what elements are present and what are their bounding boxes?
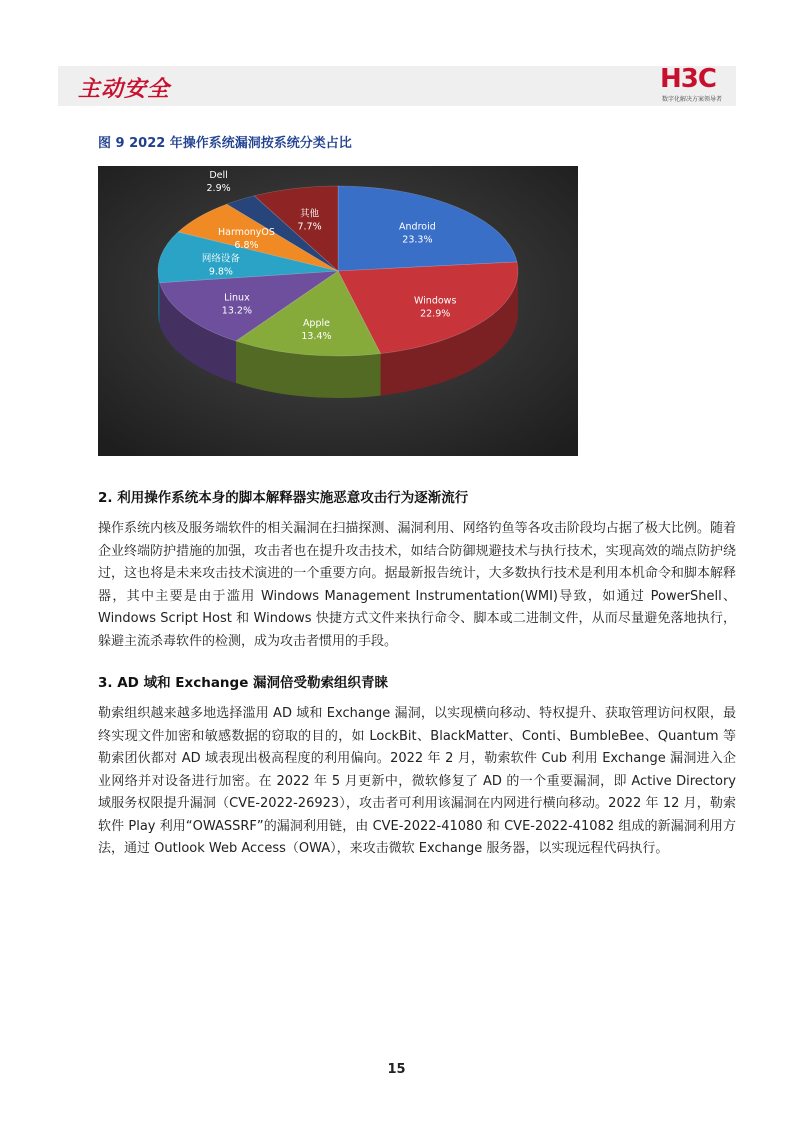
paragraph-text: 勒索组织越来越多地选择滥用 AD 域和 Exchange 漏洞，以实现横向移动、特权提升、获取管理访问权限，最终实现文件加密和敏感数据的窃取的目的，如 LockBit、BlackMatter、Conti、BumbleBee、Quantum 等勒索团伙都对 AD 域表现出极高程度的利用偏向。2022 年 2 月，勒索软件 Cub 利用 Exchange 漏洞进入企业网络并对设备进行加密。在 2022 年 5 月更新中，微软修复了 AD 的一个重要漏洞，即 Active Directory 域服务权限提升漏洞（CVE-2022-26923），攻击者可利用该漏洞在内网进行横向移动。2022 年 12 月，勒索软件 Play 利用“OWASSRF”的漏洞利用链，由 CVE-2022-41080 和 CVE-2022-41082 组成的新漏洞利用方法，通过 Outlook Web Access（OWA），来攻击微软 Exchange 服务器，以实现远程代码执行。 <box>98 706 736 856</box>
figure-caption: 图 9 2022 年操作系统漏洞按系统分类占比 <box>98 136 352 151</box>
logo-mark: H3C <box>660 64 716 94</box>
slice-label-value: 22.9% <box>420 308 451 320</box>
h3c-logo <box>660 66 740 106</box>
slice-label-category: Dell <box>209 169 228 181</box>
slice-label-value: 6.8% <box>234 240 259 252</box>
slice-label-category: Android <box>399 221 436 233</box>
pie-chart-svg <box>98 166 578 456</box>
slice-label-value: 2.9% <box>206 182 231 194</box>
slice-label-category: Windows <box>413 295 457 307</box>
slice-label-value: 7.7% <box>297 221 322 233</box>
paragraph-text: 操作系统内核及服务端软件的相关漏洞在扫描探测、漏洞利用、网络钓鱼等各攻击阶段均占据了极大比例。随着企业终端防护措施的加强，攻击者也在提升攻击技术，如结合防御规避技术与执行技术，实现高效的端点防护绕过，这也将是未来攻击技术演进的一个重要方向。据最新报告统计，大多数执行技术是利用本机命令和脚本解释器，其中主要是由于滥用 Windows Management Instrumentation(WMI)导致，如通过 PowerShell、Windows Script Host 和 Windows 快捷方式文件来执行命令、脚本或二进制文件，从而尽量避免落地执行，躲避主流杀毒软件的检测，成为攻击者惯用的手段。 <box>98 521 736 649</box>
section-heading-3: 3. AD 域和 Exchange 漏洞倍受勒索组织青睐 <box>98 675 389 691</box>
slice-label-category: Linux <box>224 292 250 304</box>
section-paragraph-2 <box>98 518 736 653</box>
slice-label-value: 13.4% <box>301 331 332 343</box>
section-heading-2: 2. 利用操作系统本身的脚本解释器实施恶意攻击行为逐渐流行 <box>98 490 469 506</box>
slice-label-value: 9.8% <box>208 266 233 278</box>
pie-chart <box>98 166 578 456</box>
slice-label-category: Apple <box>302 318 330 330</box>
slice-label-value: 13.2% <box>221 305 252 317</box>
logo-tagline: 数字化解决方案领导者 <box>662 96 723 103</box>
slice-label-category: HarmonyOS <box>218 227 275 239</box>
page-number: 15 <box>387 1062 406 1077</box>
slice-label-value: 23.3% <box>402 234 433 246</box>
slice-label-category: 其他 <box>300 208 320 220</box>
section-paragraph-3 <box>98 703 736 861</box>
slice-label-category: 网络设备 <box>201 253 240 265</box>
brand-title: 主动安全 <box>78 77 171 102</box>
